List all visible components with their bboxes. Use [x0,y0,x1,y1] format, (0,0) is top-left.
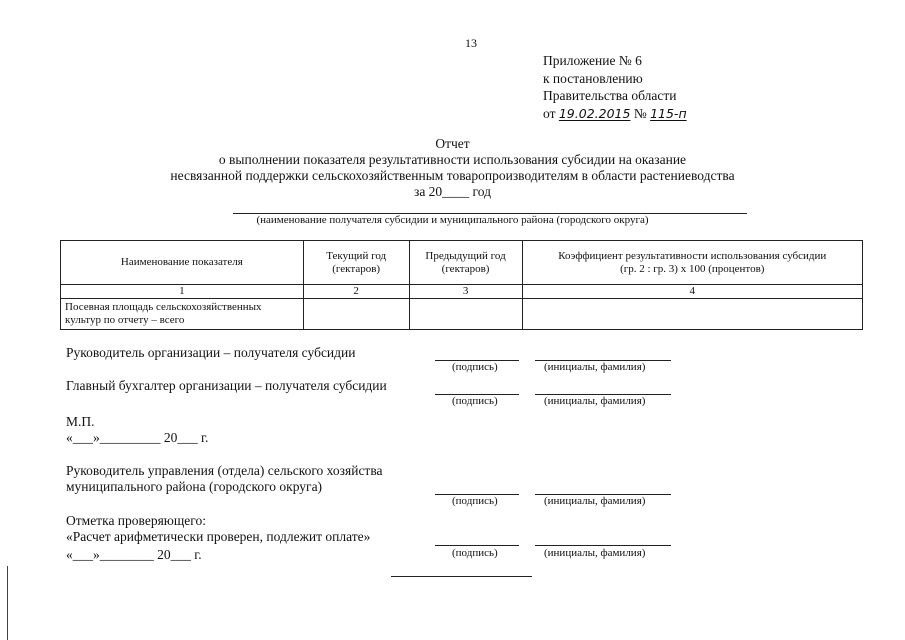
appendix-title: Приложение № 6 [543,53,642,68]
date-prefix: от [543,105,556,121]
head-dept-line-2: муниципального района (городского округа) [66,479,323,494]
head-dept-name-caption: (инициалы, фамилия) [544,495,646,507]
col-number-3: 3 [409,285,522,299]
row-indicator-line1: Посевная площадь сельскохозяйственных [65,301,262,313]
header-previous-year-line2: (гектаров) [441,262,490,275]
header-previous-year-line1: Предыдущий год [425,249,506,262]
handwritten-number: 115-п [650,105,687,121]
header-current-year [303,241,409,285]
reviewer-mark-label: Отметка проверяющего: [66,513,206,528]
report-title: Отчет [435,136,470,151]
handwritten-date: 19.02.2015 [558,105,631,121]
head-org-label: Руководитель организации – получателя субсидии [66,345,356,360]
chief-accountant-label: Главный бухгалтер организации – получателя субсидии [66,378,387,393]
chief-accountant-signature-caption: (подпись) [452,395,498,407]
date-line: «___»_________ 20___ г. [66,430,209,445]
col-number-1: 1 [61,285,304,299]
row-previous-year [409,299,522,330]
row-indicator-name [61,299,304,330]
reviewer-text: «Расчет арифметически проверен, подлежит оплате» [66,529,371,544]
head-dept-line-1: Руководитель управления (отдела) сельского хозяйства [66,463,383,478]
appendix-date-line [543,105,687,123]
appendix-ref: к постановлению [543,70,643,86]
report-subtitle-2: несвязанной поддержки сельскохозяйственным товаропроизводителям в области растениеводства [170,168,735,183]
reviewer-signature-line [435,545,519,546]
head-org-name-caption: (инициалы, фамилия) [544,361,646,373]
recipient-caption: (наименование получателя субсидии и муниципального района (городского округа) [256,214,649,226]
reviewer-signature-caption: (подпись) [452,547,498,559]
head-dept-signature-caption: (подпись) [452,495,498,507]
head-org-signature-caption: (подпись) [452,361,498,373]
col-number-4: 4 [522,285,862,299]
number-prefix: № [633,105,647,121]
header-current-year-line1: Текущий год [326,249,387,262]
table-number-row [61,285,863,299]
chief-accountant-name-caption: (инициалы, фамилия) [544,395,646,407]
header-coefficient-line1: Коэффициент результативности использования субсидии [558,249,827,262]
table-header-row [61,241,863,285]
header-current-year-line2: (гектаров) [332,262,381,275]
header-indicator: Наименование показателя [61,241,304,285]
reviewer-name-caption: (инициалы, фамилия) [544,547,646,559]
header-coefficient [522,241,862,285]
row-coefficient [522,299,862,330]
header-previous-year [409,241,522,285]
col-number-2: 2 [303,285,409,299]
table-row [61,299,863,330]
reviewer-date-line: «___»________ 20___ г. [66,547,202,562]
row-current-year [303,299,409,330]
scan-edge-line [7,566,8,640]
header-coefficient-line2: (гр. 2 : гр. 3) х 100 (процентов) [620,262,765,275]
report-table [60,240,863,330]
appendix-authority: Правительства области [543,88,677,103]
report-subtitle-1: о выполнении показателя результативности использования субсидии на оказание [218,152,687,167]
report-year-line: за 20____ год [413,184,491,199]
appendix-block [543,52,687,122]
reviewer-name-line [535,545,671,546]
stamp-label: М.П. [66,414,95,429]
footnote-separator [391,576,532,577]
page-number: 13 [465,36,477,50]
row-indicator-line2: культур по отчету – всего [65,314,185,326]
